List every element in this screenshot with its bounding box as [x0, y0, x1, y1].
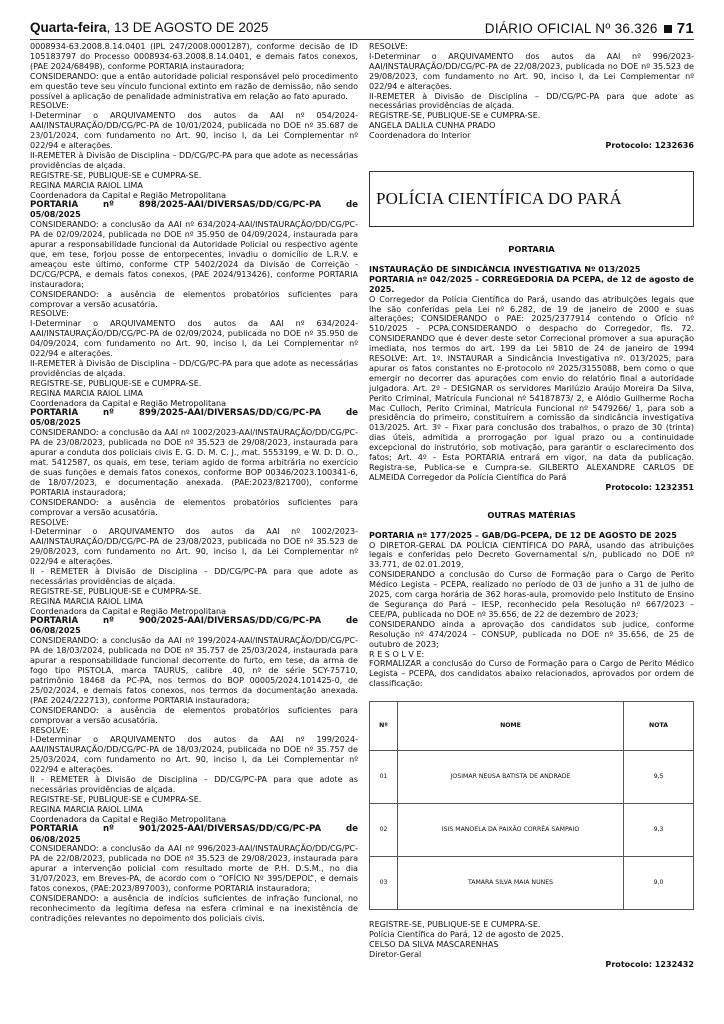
paragraph: RESOLVE: [30, 101, 70, 111]
cell-number: 01 [370, 751, 398, 804]
portaria-heading-part: 899/2025-AAI/DIVERSAS/DD/CG/PC-PA [138, 407, 322, 418]
portaria-177-body [369, 541, 694, 690]
date-text: , 13 DE AGOSTO DE 2025 [106, 20, 269, 35]
paragraph: REGISTRE-SE, PUBLIQUE-SE e CUMPRA-SE. [369, 111, 541, 121]
cell-name: JOSIMAR NEUSA BATISTA DE ANDRADE [398, 751, 624, 804]
section-box-title [369, 171, 694, 227]
paragraph: CONSIDERANDO: a ausência de elementos probatórios suficientes para comprovar a versão acusatória. [30, 497, 358, 517]
paragraph: REGINA MARCIA RAIOL LIMA [30, 180, 143, 190]
paragraph: II-REMETER à Divisão de Disciplina – DD/CG/PC-PA para que adote as necessárias providências de alçada. [30, 150, 358, 170]
paragraph: Coordenadora do Interior [369, 131, 471, 141]
signature-line: Diretor-Geral [369, 949, 422, 959]
cell-name: TAMARA SILVA MAIA NUNES [398, 857, 624, 910]
paragraph: Coordenadora da Capital e Região Metropolitana [30, 606, 227, 616]
cell-grade: 9,0 [624, 857, 694, 910]
portaria-heading [30, 825, 358, 835]
paragraph: Coordenadora da Capital e Região Metropolitana [30, 814, 227, 824]
portaria-heading [30, 617, 358, 627]
paragraph: Coordenadora da Capital e Região Metropolitana [30, 398, 227, 408]
portaria-heading-part: 898/2025-AAI/DIVERSAS/DD/CG/PC-PA [138, 199, 322, 210]
portaria-heading-part: de [345, 407, 358, 418]
paragraph: I-Determinar o ARQUIVAMENTO dos autos da AAI nº 1002/2023-AAI/INSTAURAÇÃO/DD/CG/PC-PA de 23/08/2023, publicada no DOE nº 35.523 de 29/08/2023, com fundamento no Art. 90, inciso I, da Lei Complementar nº 022/94 e alterações. [30, 527, 358, 567]
portaria-heading [30, 201, 358, 211]
paragraph: I-Determinar o ARQUIVAMENTO dos autos da AAI nº 634/2024-AAI/INSTAURAÇÃO/DD/CG/PC-PA de 02/09/2024, publicada no DOE nº 35.950 de 04/09/2024, com fundamento no Art. 90, inciso I, da Lei Complementar nº 022/94 e alterações. [30, 319, 358, 359]
cell-number: 02 [370, 804, 398, 857]
paragraph: REGISTRE-SE, PUBLIQUE-SE e CUMPRA-SE. [30, 794, 202, 804]
journal-id [485, 20, 694, 37]
paragraph: I-Determinar o ARQUIVAMENTO dos autos da AAI nº 199/2024-AAI/INSTAURAÇÃO/DD/CG/PC-PA de 18/03/2024, publicada no DOE nº 35.757 de 25/03/2024, com fundamento no Art. 90, inciso I, da Lei Complementar nº 022/94 e alterações. [30, 735, 358, 775]
paragraph: REGINA MARCIA RAIOL LIMA [30, 596, 143, 606]
portaria-heading-part: de [345, 823, 358, 834]
sindicancia-title: INSTAURAÇÃO DE SINDICÂNCIA INVESTIGATIVA Nº 013/2025 [369, 264, 641, 274]
paragraph: Coordenadora da Capital e Região Metropolitana [30, 190, 227, 200]
portaria-heading-part: PORTARIA [30, 615, 79, 626]
section-heading-outras: OUTRAS MATÉRIAS [487, 509, 576, 520]
portaria-177-signature [369, 920, 694, 960]
portaria-heading-date: 05/08/2025 [30, 210, 81, 220]
paragraph: CONSIDERANDO: a conclusão da AAI nº 199/2024-AAI/INSTAURAÇÃO/DD/CG/PC-PA de 18/03/2024, publicada no DOE nº 35.757 de 25/03/2024, instaurada para apurar a responsabilidade funcional decorrente do furto, em tese, da arma de fogo tipo PISTOLA, marca TAURUS, calibre .40, nº de série SCY-75710, patrimônio 18468 da PC-PA, nos termos do BOP 00005/2024.101425-0, de 25/02/2024, e demais fatos conexos, nos termos da documentação anexada. (PAE 2024/222713), conforme PORTARIA instauradora; [30, 636, 358, 705]
table-row [370, 857, 694, 910]
paragraph: I-Determinar o ARQUIVAMENTO dos autos da AAI nº 054/2024-AAI/INSTAURAÇÃO/DD/CG/PC-PA de 10/01/2024, publicada no DOE nº 35.687 de 23/01/2024, com fundamento no Art. 90, inciso I, da Lei Complementar nº 022/94 e alterações. [30, 111, 358, 151]
paragraph: O DIRETOR-GERAL DA POLÍCIA CIENTÍFICA DO PARÁ, usando das atribuições legais e conferidas pelo Decreto Governamental s/n, publicado no DOE nº 33.771, de 02.01.2019, [369, 540, 694, 570]
col-header-number: Nº [370, 702, 398, 751]
square-bullet-icon [664, 25, 672, 33]
portaria-heading-part: nº [103, 199, 114, 210]
paragraph: ANGELA DALILA CUNHA PRADO [369, 121, 496, 131]
paragraph: REGISTRE-SE, PUBLIQUE-SE e CUMPRA-SE. [30, 378, 202, 388]
paragraph: RESOLVE: [30, 517, 70, 527]
table-row [370, 804, 694, 857]
section-heading-portaria: PORTARIA [508, 243, 555, 254]
col-header-name: NOME [398, 702, 624, 751]
portaria-heading-part: PORTARIA [30, 407, 79, 418]
portaria-heading-part: PORTARIA [30, 823, 79, 834]
paragraph: CONSIDERANDO: a ausência de elementos probatórios suficientes para comprovar a versão acusatória. [30, 705, 358, 725]
paragraph: II-REMETER à Divisão de Disciplina – DD/CG/PC-PA para que adote as necessárias providências de alçada. [30, 359, 358, 378]
paragraph: REGINA MARCIA RAIOL LIMA [30, 388, 143, 398]
weekday: Quarta-feira [30, 20, 107, 35]
paragraph: CONSIDERANDO: a ausência de elementos probatórios suficientes para comprovar a versão acusatória. [30, 289, 358, 309]
paragraph: II-REMETER à Divisão de Disciplina – DD/CG/PC-PA para que adote as necessárias providências de alçada. [369, 91, 694, 111]
paragraph: II - REMETER à Divisão de Disciplina – DD/CG/PC-PA para que adote as necessárias providências de alçada. [30, 775, 358, 794]
cell-name: ISIS MANOELA DA PAIXÃO CORRÊA SAMPAIO [398, 804, 624, 857]
portaria-heading [30, 409, 358, 419]
protocol-3: Protocolo: 1232432 [605, 959, 694, 969]
portaria-heading-date: 06/08/2025 [30, 834, 81, 844]
paragraph: CONSIDERANDO: a conclusão da AAI nº 1002/2023-AAI/INSTAURAÇÃO/DD/CG/PC-PA de 23/08/2023, publicada no DOE nº 35.523 de 29/08/2023, instaurada para apurar a conduta dos policiais civis E. G. D. M. C. J., mat. 5553199, e W. D. D. O., mat. 5412587, os quais, em tese, teriam agido de forma arbitrária no exercício de suas funções e demais fatos conexos, conforme BOP 00346/2023.100341-6, de 18/07/2023, e documentação anexada. (PAE:2023/821700), conforme PORTARIA instauradora; [30, 428, 358, 497]
cell-number: 03 [370, 857, 398, 910]
portaria-heading-part: nº [103, 407, 114, 418]
paragraph: 0008934-63.2008.8.14.0401 (IPL 247/2008.0001287), conforme decisão de ID 105183797 do Processo 0008934-63.2008.8.14.0401, e demais fatos conexos, (PAE 2024/68498), conforme PORTARIA instauradora; [30, 42, 358, 71]
signature-line: CELSO DA SILVA MASCARENHAS [369, 939, 499, 949]
resolve-block [369, 42, 694, 141]
paragraph: I-Determinar o ARQUIVAMENTO dos autos da AAI nº 996/2023-AAI/INSTAURAÇÃO/DD/CG/PC-PA de 22/08/2023, publicada no DOE nº 35.523 de 29/08/2023, com fundamento no Art. 90, inciso I, da Lei Complementar nº 022/94 e alterações. [369, 51, 694, 91]
paragraph: II - REMETER à Divisão de Disciplina – DD/CG/PC-PA para que adote as necessárias providências de alçada. [30, 567, 358, 586]
right-column [369, 42, 694, 970]
paragraph: REGISTRE-SE, PUBLIQUE-SE e CUMPRA-SE. [30, 586, 202, 596]
portaria-177-title: PORTARIA nº 177/2025 – GAB/DG-PCEPA, DE 12 DE AGOSTO DE 2025 [369, 530, 677, 540]
signature-line: REGISTRE-SE, PUBLIQUE-SE E CUMPRA-SE. [369, 920, 541, 930]
portaria-heading-date: 05/08/2025 [30, 418, 81, 428]
paragraph: RESOLVE: [30, 725, 70, 735]
paragraph: CONSIDERANDO: a conclusão da AAI nº 996/2023-AAI/INSTAURAÇÃO/DD/CG/PC-PA de 22/08/2023, publicada no DOE nº 35.523 de 29/08/2023, instaurada para apurar a intervenção policial com resultado morte de P.H. D.S.M., no dia 31/07/2023, em Breves-PA, de acordo com o “OFÍCIO Nº 395/DEPOL”, e demais fatos conexos, (PAE:2023/897003), conforme PORTARIA instauradora; [30, 844, 358, 894]
table-row [370, 751, 694, 804]
protocol-1: Protocolo: 1232636 [605, 141, 694, 151]
portaria-heading-part: 900/2025-AAI/DIVERSAS/DD/CG/PC-PA [138, 615, 322, 626]
portaria-heading-part: PORTARIA [30, 199, 79, 210]
portaria-heading-part: de [345, 199, 358, 210]
paragraph: REGINA MARCIA RAIOL LIMA [30, 804, 143, 814]
page-header [30, 12, 694, 42]
paragraph: FORMALIZAR a conclusão do Curso de Formação para o Cargo de Perito Médico Legista – PCEPA, dos candidatos abaixo relacionados, aprovados por ordem de classificação: [369, 659, 694, 689]
portaria-heading-part: de [345, 615, 358, 626]
page-number: 71 [676, 20, 694, 37]
col-header-grade: NOTA [624, 702, 694, 751]
paragraph: RESOLVE: [30, 309, 70, 319]
approved-candidates-table [369, 701, 694, 910]
sindicancia-body: O Corregedor da Polícia Científica do Pará, usando das atribuições legais que lhe são conferidas pela Lei nº 6.282, de 19 de janeiro de 2000 e suas alterações; CONSIDERANDO o PAE: 2025/2377914 contendo o Ofício nº 510/2025 – PCPA.CONSIDERANDO o despacho do Corregedor, fls. 72. CONSIDERANDO que é dever deste setor Correcional promover a sua apuração imediata, nos termos do art. 199 da Lei 5810 de 24 de janeiro de 1994 RESOLVE: Art. 1º. INSTAURAR a Sindicância Investigativa nº. 013/2025, para apurar os fatos constantes no E-protocolo nº 2025/3155088, bem como o que emergir no decorrer das apurações com envio do relatório final a autoridade julgadora. Art. 2º – DESIGNAR os servidores Marilúzio Araújo Moreira Da Silva, Perito Criminal, Matrícula Funcional nº 54187873/ 2, e Alódio Guilherme Rocha Mac Culloch, Perito Criminal, Matrícula Funcional nº 5479266/ 1, para sob a presidência do primeiro, constituírem a comissão da sindicância investigativa 013/2025. Art. 3º – Fixar para conclusão dos trabalhos, o prazo de 30 (trinta) dias úteis, admitida a prorrogação por igual prazo ou a continuidade excepcional do instrutório, sob motivação, para garantir o esclarecimento dos fatos; Art. 4º – Esta PORTARIA entrará em vigor, na data da publicação. Registra-se, Publica-se e Cumpra-se. GILBERTO ALEXANDRE CARLOS DE ALMEIDA Corregedor da Polícia Científica do Pará [369, 294, 694, 482]
paragraph: REGISTRE-SE, PUBLIQUE-SE e CUMPRA-SE. [30, 170, 202, 180]
left-column [30, 42, 358, 924]
paragraph: RESOLVE: [369, 42, 409, 51]
paragraph: R E S O L V E: [369, 649, 425, 659]
cell-grade: 9,5 [624, 751, 694, 804]
paragraph: CONSIDERANDO: a conclusão da AAI nº 634/2024-AAI/INSTAURAÇÃO/DD/CG/PC-PA de 02/09/2024, publicada no DOE nº 35.950 de 04/09/2024, instaurada para apurar a responsabilidade funcional da Autoridade Policial ou respectivo agente que, em tese, forjou posse de entorpecentes, invadiu o domicílio de L.R.V. e ameaçou este último, conforme CTP 5402/2024 da Divisão de Correição - DC/CG/PCPA, e demais fatos conexos, (PAE 2024/913426), conforme PORTARIA instauradora; [30, 220, 358, 289]
journal-name: DIÁRIO OFICIAL Nº 36.326 [484, 21, 658, 36]
sindicancia-subtitle: PORTARIA nº 042/2025 – CORREGEDORIA DA PCEPA, de 12 de agosto de 2025. [369, 274, 694, 294]
table-header-row [370, 702, 694, 751]
signature-line: Polícia Científica do Pará, 12 de agosto de 2025. [369, 930, 564, 940]
paragraph: CONSIDERANDO: a ausência de indícios suficientes de infração funcional, no reconhecimento da legítima defesa na esfera criminal e na inexistência de contradições relevantes no depoimento dos policiais civis. [30, 893, 358, 923]
portaria-heading-part: nº [103, 615, 114, 626]
paragraph: CONSIDERANDO a conclusão do Curso de Formação para o Cargo de Perito Médico Legista – PCEPA, realizado no período de 03 de junho a 31 de julho de 2025, com carga horária de 362 horas-aula, promovido pelo Instituto de Ensino de Segurança do Pará – IESP, reconhecido pela Resolução nº 667/2023 – CEE/PA, publicada no DOE nº 35.656, de 22 de dezembro de 2023; [369, 570, 694, 619]
header-rule [30, 39, 694, 40]
issue-date [30, 20, 268, 35]
agency-title: POLÍCIA CIENTÍFICA DO PARÁ [376, 189, 622, 209]
paragraph: CONSIDERANDO: que a então autoridade policial responsável pelo procedimento em questão teve seu vínculo funcional extinto em razão de demissão, não sendo possível a aplicação de penalidade administrativa em relação ao fato apurado. [30, 71, 358, 101]
protocol-2: Protocolo: 1232351 [605, 482, 694, 492]
portaria-heading-part: nº [103, 823, 114, 834]
portaria-heading-part: 901/2025-AAI/DIVERSAS/DD/CG/PC-PA [138, 823, 322, 834]
paragraph: CONSIDERANDO ainda a aprovação dos candidatos sub judice, conforme Resolução nº 474/2024 – CONSUP, publicada no DOE nº 35.656, de 25 de outubro de 2023; [369, 619, 694, 649]
cell-grade: 9,3 [624, 804, 694, 857]
portaria-heading-date: 06/08/2025 [30, 626, 81, 636]
